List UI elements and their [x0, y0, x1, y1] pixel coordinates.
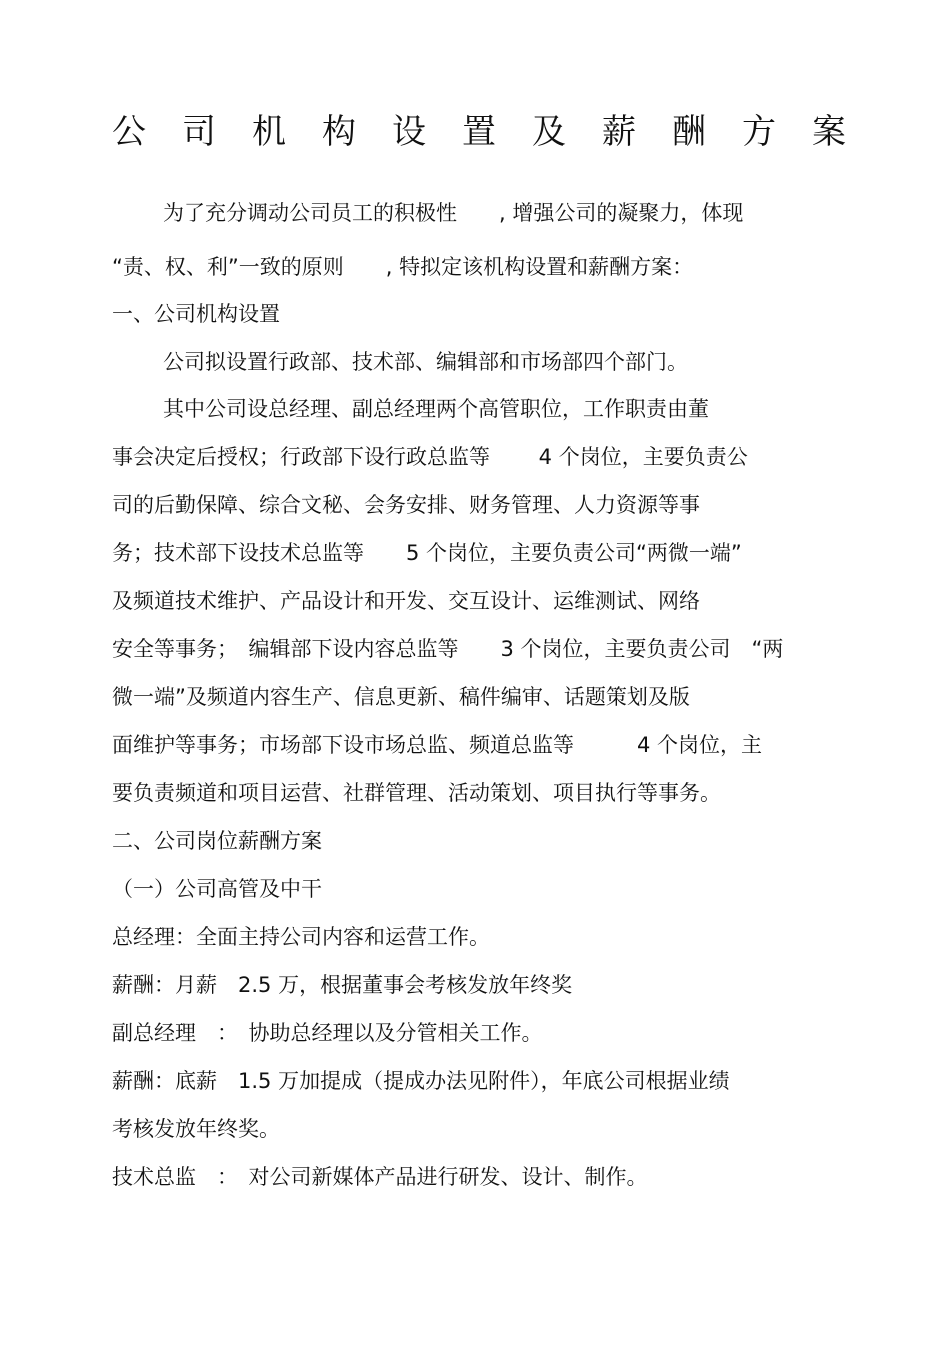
- section-heading: 二、公司岗位薪酬方案: [112, 829, 322, 853]
- paragraph-line: 司的后勤保障、综合文秘、会务安排、财务管理、人力资源等事: [112, 493, 700, 517]
- paragraph-line: 薪酬：底薪 1.5 万加提成（提成办法见附件），年底公司根据业绩: [112, 1069, 730, 1093]
- paragraph-line: 为了充分调动公司员工的积极性 , 增强公司的凝聚力，体现: [163, 201, 744, 225]
- subsection-heading: （一）公司高管及中干: [112, 877, 322, 901]
- paragraph-line: 微一端”及频道内容生产、信息更新、稿件编审、话题策划及版: [112, 685, 690, 709]
- paragraph-line: 要负责频道和项目运营、社群管理、活动策划、项目执行等事务。: [112, 781, 721, 805]
- paragraph-line: 安全等事务； 编辑部下设内容总监等 3 个岗位，主要负责公司 “两: [112, 637, 784, 661]
- paragraph-line: 事会决定后授权；行政部下设行政总监等 4 个岗位，主要负责公: [112, 445, 748, 469]
- paragraph-line: 面维护等事务；市场部下设市场总监、频道总监等 4 个岗位，主: [112, 733, 763, 757]
- paragraph-line: 薪酬：月薪 2.5 万，根据董事会考核发放年终奖: [112, 973, 573, 997]
- paragraph-line: 副总经理 ： 协助总经理以及分管相关工作。: [112, 1021, 543, 1045]
- paragraph-line: 及频道技术维护、产品设计和开发、交互设计、运维测试、网络: [112, 589, 700, 613]
- paragraph-line: 公司拟设置行政部、技术部、编辑部和市场部四个部门。: [163, 350, 688, 374]
- paragraph-line: 技术总监 ： 对公司新媒体产品进行研发、设计、制作。: [112, 1165, 648, 1189]
- paragraph-line: 务；技术部下设技术总监等 5 个岗位，主要负责公司“两微一端”: [112, 541, 742, 565]
- document-title: 公司机构设置及薪酬方案: [112, 112, 882, 152]
- paragraph-line: 考核发放年终奖。: [112, 1117, 280, 1141]
- paragraph-line: 其中公司设总经理、副总经理两个高管职位，工作职责由董: [163, 397, 709, 421]
- section-heading: 一、公司机构设置: [112, 302, 280, 326]
- paragraph-line: 总经理：全面主持公司内容和运营工作。: [112, 925, 490, 949]
- paragraph-line: “责、权、利”一致的原则 , 特拟定该机构设置和薪酬方案：: [112, 255, 694, 279]
